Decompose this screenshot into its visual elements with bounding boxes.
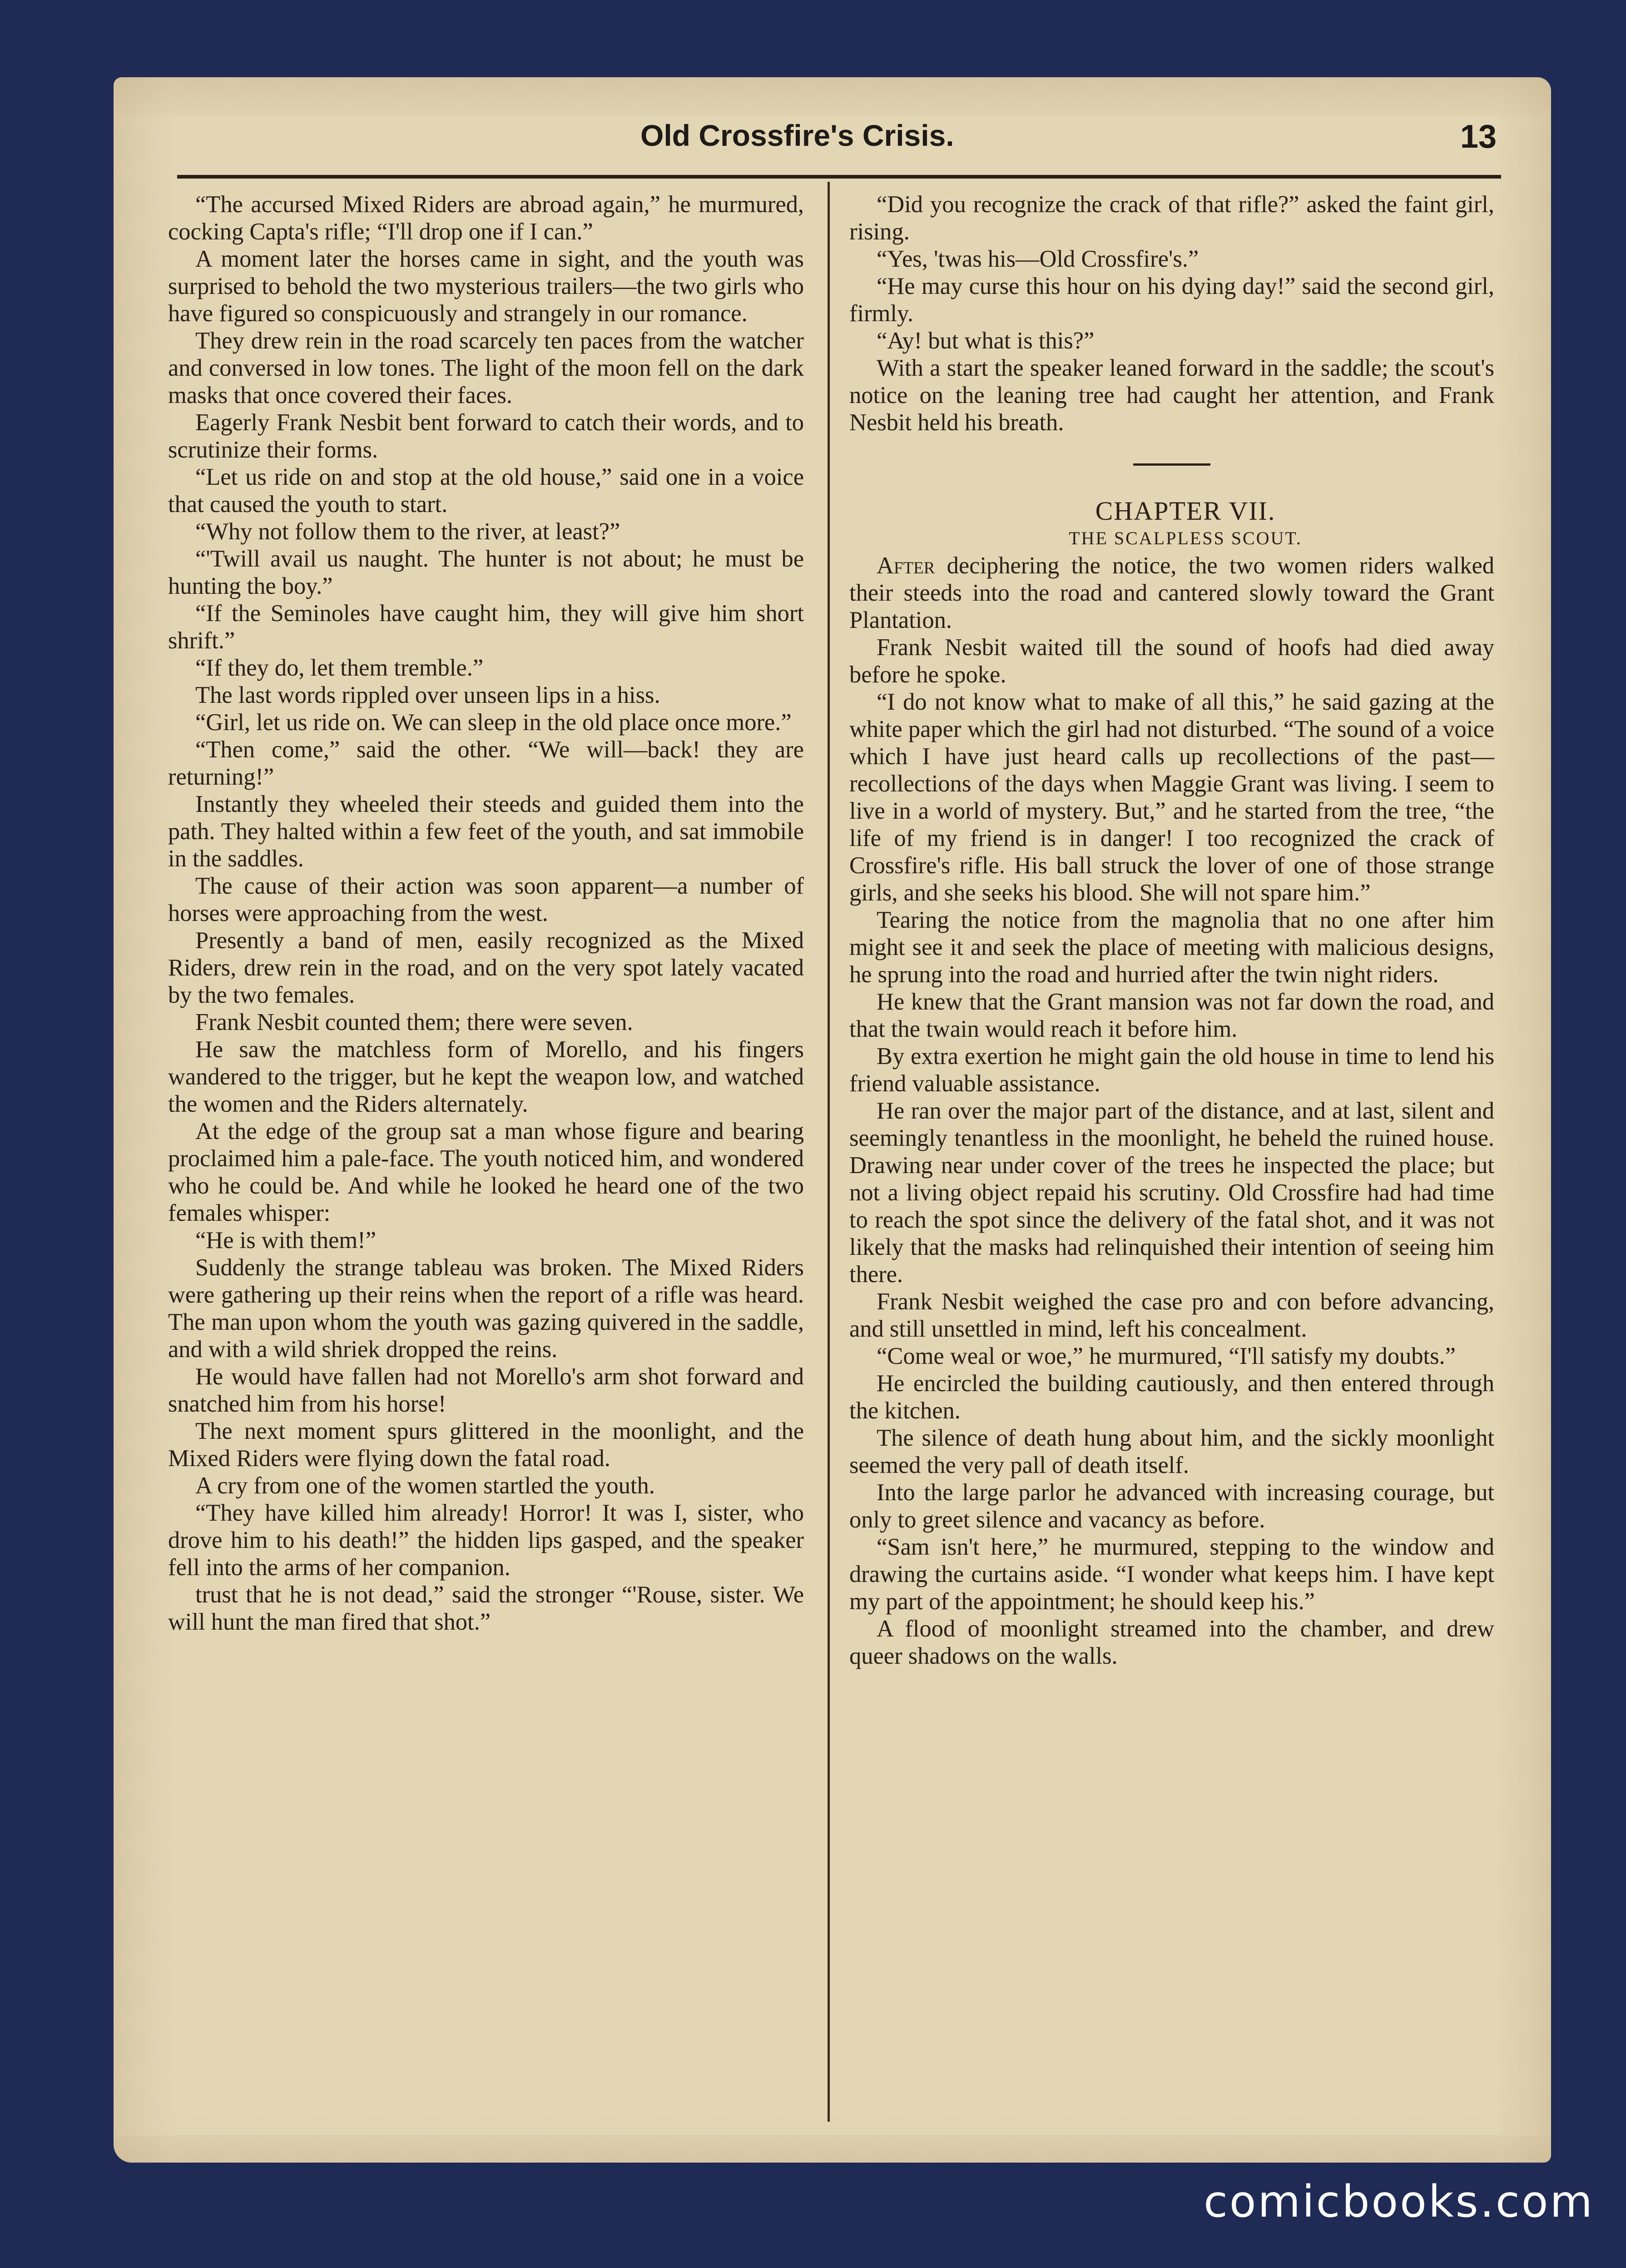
- paragraph: He knew that the Grant mansion was not far down the road, and that the twain would reach it before him.: [849, 989, 1494, 1042]
- paragraph: “The accursed Mixed Riders are abroad again,” he murmured, cocking Capta's rifle; “I'll drop one if I can.”: [168, 191, 804, 245]
- paragraph: “Ay! but what is this?”: [877, 328, 1095, 354]
- paragraph: “If they do, let them tremble.”: [195, 655, 484, 681]
- paragraph: Tearing the notice from the magnolia that no one after him might see it and seek the place of meeting with malicious designs, he sprung into the road and hurried after the twin night riders.: [849, 907, 1494, 988]
- paragraph: “They have killed him already! Horror! It was I, sister, who drove him to his death!” the hidden lips gasped, and the speaker fell into the arms of her companion.: [168, 1500, 804, 1581]
- paragraph: trust that he is not dead,” said the stronger “'Rouse, sister. We will hunt the man fired that shot.”: [168, 1582, 804, 1635]
- page-number: 13: [1460, 119, 1497, 155]
- paragraph: By extra exertion he might gain the old house in time to lend his friend valuable assistance.: [849, 1043, 1494, 1097]
- paragraph: With a start the speaker leaned forward in the saddle; the scout's notice on the leaning tree had caught her attention, and Frank Nesbit held his breath.: [849, 355, 1494, 436]
- opening-word: After: [877, 552, 935, 579]
- paragraph: Suddenly the strange tableau was broken. The Mixed Riders were gathering up their reins when the report of a rifle was heard. The man upon whom the youth was gazing quivered in the saddle, and with a wild shriek dropped the reins.: [168, 1254, 804, 1363]
- paragraph: Presently a band of men, easily recognized as the Mixed Riders, drew rein in the road, and on the very spot lately vacated by the two females.: [168, 927, 804, 1008]
- paragraph: He saw the matchless form of Morello, and his fingers wandered to the trigger, but he kept the weapon low, and watched the women and the Riders alternately.: [168, 1036, 804, 1117]
- paragraph: The silence of death hung about him, and the sickly moonlight seemed the very pall of death itself.: [849, 1425, 1494, 1478]
- paragraph: He would have fallen had not Morello's arm shot forward and snatched him from his horse!: [168, 1363, 804, 1417]
- running-title: Old Crossfire's Crisis.: [640, 119, 954, 152]
- section-rule: [1133, 463, 1210, 466]
- paragraph: The next moment spurs glittered in the moonlight, and the Mixed Riders were flying down the fatal road.: [168, 1418, 804, 1472]
- paragraph: “Sam isn't here,” he murmured, stepping to the window and drawing the curtains aside. “I wonder what keeps him. I have kept my part of the appointment; he should keep his.”: [849, 1534, 1494, 1615]
- running-head: [114, 118, 1551, 168]
- paragraph: Eagerly Frank Nesbit bent forward to catch their words, and to scrutinize their forms.: [168, 409, 804, 463]
- paragraph: “Yes, 'twas his—Old Crossfire's.”: [877, 246, 1199, 272]
- paragraph: “'Twill avail us naught. The hunter is not about; he must be hunting the boy.”: [168, 546, 804, 599]
- paragraph: A moment later the horses came in sight, and the youth was surprised to behold the two mysterious trailers—the two girls who have figured so conspicuously and strangely in our romance.: [168, 246, 804, 327]
- chapter-subtitle: THE SCALPLESS SCOUT.: [1069, 528, 1302, 548]
- paragraph: A flood of moonlight streamed into the chamber, and drew queer shadows on the walls.: [849, 1616, 1494, 1669]
- paragraph: He encircled the building cautiously, and then entered through the kitchen.: [849, 1370, 1494, 1424]
- paragraph: Frank Nesbit counted them; there were seven.: [195, 1009, 633, 1035]
- right-column: [849, 191, 1494, 1670]
- paragraph: Frank Nesbit weighed the case pro and con before advancing, and still unsettled in mind, left his concealment.: [849, 1288, 1494, 1342]
- paragraph: “Did you recognize the crack of that rifle?” asked the faint girl, rising.: [849, 191, 1494, 245]
- paragraph: “Why not follow them to the river, at least?”: [195, 518, 620, 545]
- paragraph: At the edge of the group sat a man whose figure and bearing proclaimed him a pale-face. The youth noticed him, and wondered who he could be. And while he looked he heard one of the two females whisper:: [168, 1118, 804, 1226]
- paragraph: “Girl, let us ride on. We can sleep in the old place once more.”: [195, 709, 792, 736]
- header-rule: [177, 175, 1501, 179]
- paragraph: They drew rein in the road scarcely ten paces from the watcher and conversed in low tones. The light of the moon fell on the dark masks that once covered their faces.: [168, 328, 804, 408]
- paragraph: Instantly they wheeled their steeds and guided them into the path. They halted within a few feet of the youth, and sat immobile in the saddles.: [168, 791, 804, 872]
- paragraph: Into the large parlor he advanced with increasing courage, but only to greet silence and vacancy as before.: [849, 1479, 1494, 1533]
- column-divider: [828, 182, 830, 2122]
- paragraph: “He is with them!”: [195, 1227, 377, 1253]
- paragraph: “Come weal or woe,” he murmured, “I'll satisfy my doubts.”: [877, 1343, 1456, 1369]
- left-column: [168, 191, 804, 1636]
- chapter-title: CHAPTER VII.: [1095, 496, 1276, 526]
- paragraph: He ran over the major part of the distance, and at last, silent and seemingly tenantless in the moonlight, he beheld the ruined house. Drawing near under cover of the trees he inspected the place; but not a living object repaid his scrutiny. Old Crossfire had had time to reach the spot since the delivery of the fatal shot, and it was not likely that the masks had relinquished their intention of seeing him there.: [849, 1098, 1494, 1288]
- magazine-page: [114, 77, 1551, 2163]
- paragraph: “If the Seminoles have caught him, they will give him short shrift.”: [168, 600, 804, 654]
- paragraph: The last words rippled over unseen lips in a hiss.: [195, 682, 660, 708]
- paragraph: “Then come,” said the other. “We will—back! they are returning!”: [168, 736, 804, 790]
- paragraph: Frank Nesbit waited till the sound of hoofs had died away before he spoke.: [849, 634, 1494, 688]
- paragraph: “I do not know what to make of all this,” he said gazing at the white paper which the girl had not disturbed. “The sound of a voice which I have just heard calls up recollections of the past—recollections of the days when Maggie Grant was living. I seem to live in a world of mystery. But,” and he started from the tree, “the life of my friend is in danger! I too recognized the crack of Crossfire's rifle. His ball struck the lover of one of those strange girls, and she seeks his blood. She will not spare him.”: [849, 689, 1494, 906]
- opening-text: deciphering the notice, the two women riders walked their steeds into the road and cantered slowly toward the Grant Plantation.: [849, 552, 1495, 633]
- chapter-opening-paragraph: [849, 552, 1494, 634]
- paragraph: “He may curse this hour on his dying day!” said the second girl, firmly.: [849, 273, 1494, 327]
- paragraph: “Let us ride on and stop at the old house,” said one in a voice that caused the youth to start.: [168, 464, 804, 517]
- paragraph: The cause of their action was soon apparent—a number of horses were approaching from the west.: [168, 873, 804, 926]
- site-watermark: comicbooks.com: [1203, 2176, 1594, 2227]
- paragraph: A cry from one of the women startled the youth.: [195, 1472, 655, 1499]
